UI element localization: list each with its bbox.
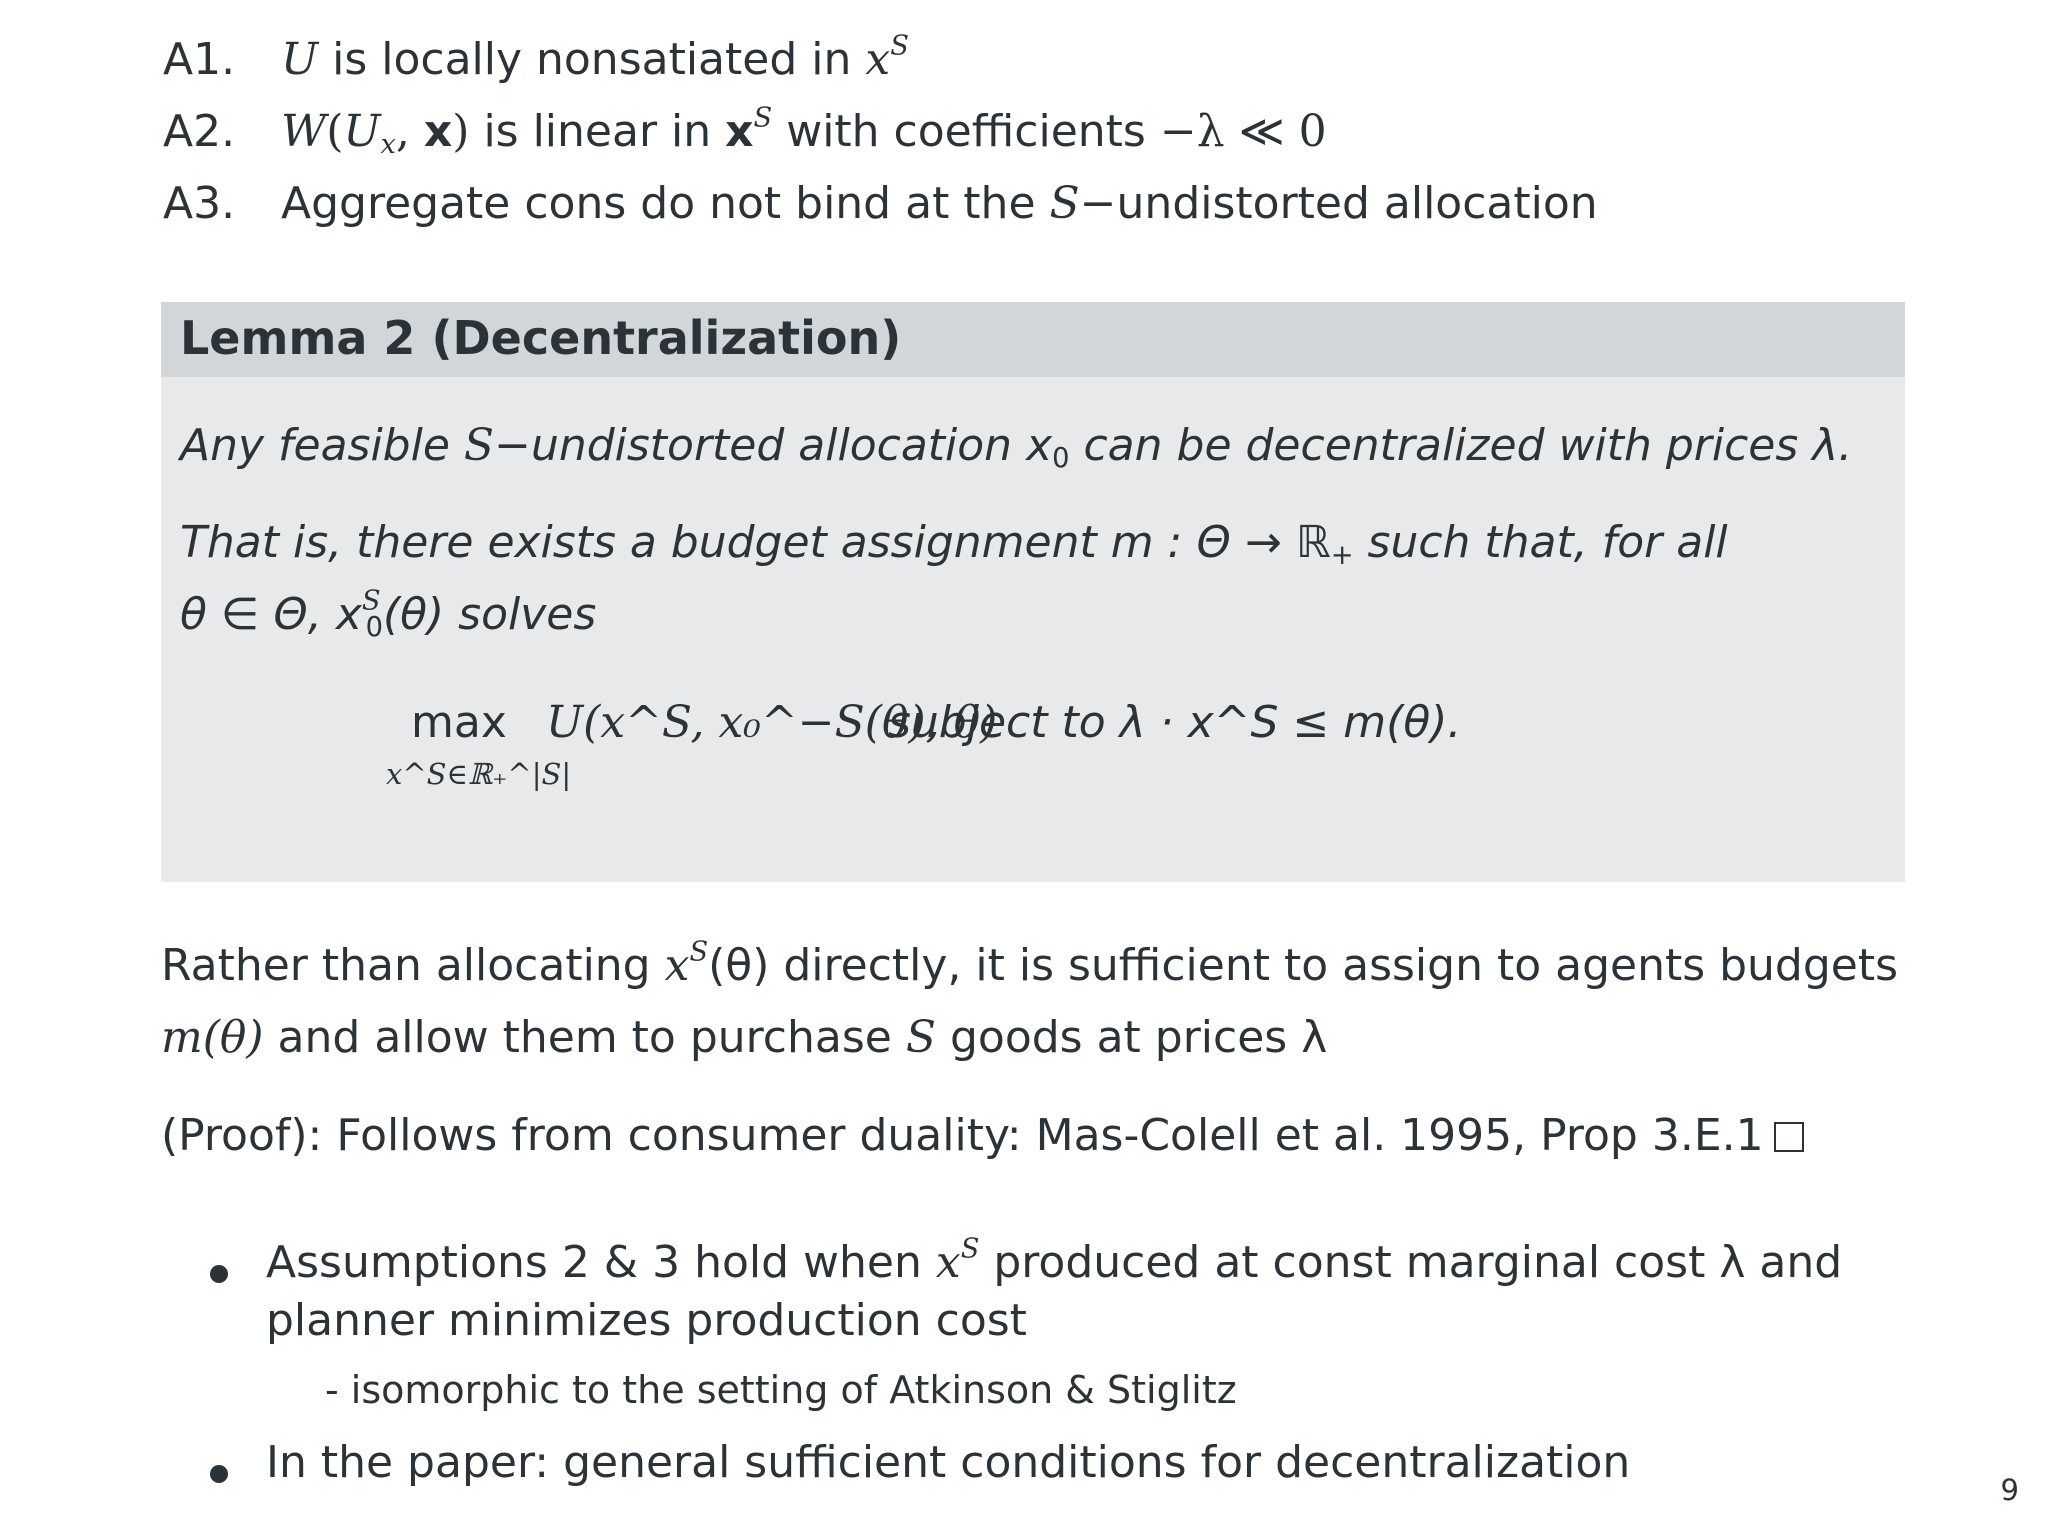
lemma-condition: θ ∈ Θ, $x^S_0(\theta)$ solves	[180, 585, 597, 643]
qed-box-icon	[1774, 1122, 1804, 1152]
assumption-a2: A2. $W(U_x$, x) is linear in $x^S$ with coefficients −λ ≪ 0	[163, 100, 1598, 172]
assumption-number: A3.	[163, 178, 236, 229]
objective-function: U(x^S, x₀^−S(θ), θ)	[546, 697, 998, 748]
assumption-a1: A1. U is locally nonsatiated in $x^S$	[163, 28, 1598, 100]
assumption-a3: A3. Aggregate cons do not bind at the S−undistorted allocation	[163, 172, 1598, 244]
budget-constraint: subject to λ · x^S ≤ m(θ).	[888, 697, 1462, 748]
assumption-number: A2.	[163, 106, 236, 157]
lemma-statement: Any feasible S−undistorted allocation $x_0$ can be decentralized with prices λ.	[180, 420, 1853, 474]
lemma-block	[161, 302, 1905, 882]
lemma-title: Lemma 2 (Decentralization)	[161, 302, 1905, 377]
explanation-line-2: m(θ) and allow them to purchase S goods at prices λ	[161, 1012, 1328, 1063]
page-number: 9	[2000, 1473, 2019, 1507]
max-operator: max	[411, 697, 507, 748]
assumption-number: A1.	[163, 34, 236, 85]
bullet-dot-icon	[210, 1465, 228, 1483]
bullet-dot-icon	[210, 1265, 228, 1283]
assumptions-list	[163, 28, 1598, 244]
max-domain: x^S∈ℝ₊^|S|	[386, 757, 572, 791]
proof-line: (Proof): Follows from consumer duality: Mas-Colell et al. 1995, Prop 3.E.1	[161, 1110, 1804, 1161]
lemma-that-is: That is, there exists a budget assignment m : Θ → ℝ$_+$ such that, for all	[180, 517, 1728, 571]
sub-bullet-item: - isomorphic to the setting of Atkinson & Stiglitz	[325, 1368, 1237, 1412]
explanation-line-1: Rather than allocating $x^S(\theta)$ directly, it is sufficient to assign to agents budgets	[161, 936, 1899, 991]
